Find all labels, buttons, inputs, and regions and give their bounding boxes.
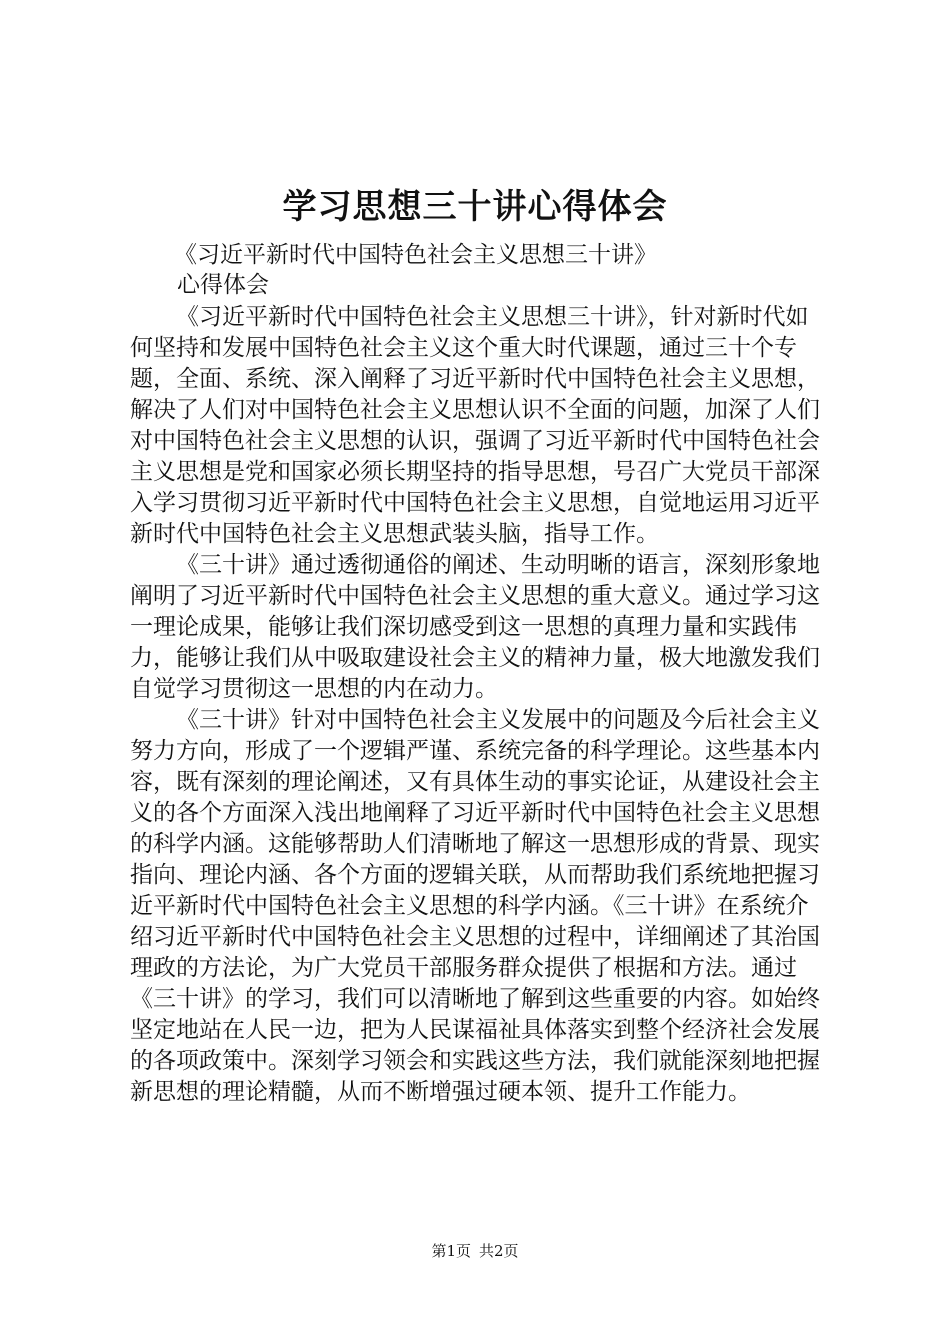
document-body xyxy=(130,302,830,1108)
page-footer xyxy=(0,1240,950,1262)
body-paragraph-2: 《三十讲》通过透彻通俗的阐述、生动明晰的语言，深刻形象地阐明了习近平新时代中国特色社会主义思想的重大意义。通过学习这一理论成果，能够让我们深切感受到这一思想的真理力量和实践伟力，能够让我们从中吸取建设社会主义的精神力量，极大地激发我们自觉学习贯彻这一思想的内在动力。 xyxy=(130,552,820,702)
page-number-total: 共2页 xyxy=(479,1242,519,1260)
page-number-current: 第1页 xyxy=(431,1242,471,1260)
document-subtitle-line1: 《习近平新时代中国特色社会主义思想三十讲》 xyxy=(174,242,657,268)
document-subtitle-line2: 心得体会 xyxy=(177,272,269,298)
body-paragraph-1: 《习近平新时代中国特色社会主义思想三十讲》，针对新时代如何坚持和发展中国特色社会主义这个重大时代课题，通过三十个专题，全面、系统、深入阐释了习近平新时代中国特色社会主义思想，解决了人们对中国特色社会主义思想认识不全面的问题，加深了人们对中国特色社会主义思想的认识，强调了习近平新时代中国特色社会主义思想是党和国家必须长期坚持的指导思想，号召广大党员干部深入学习贯彻习近平新时代中国特色社会主义思想，自觉地运用习近平新时代中国特色社会主义思想武装头脑，指导工作。 xyxy=(130,304,820,547)
document-title: 学习思想三十讲心得体会 xyxy=(282,187,668,227)
body-paragraph-3: 《三十讲》针对中国特色社会主义发展中的问题及今后社会主义努力方向，形成了一个逻辑严谨、系统完备的科学理论。这些基本内容，既有深刻的理论阐述，又有具体生动的事实论证，从建设社会主义的各个方面深入浅出地阐释了习近平新时代中国特色社会主义思想的科学内涵。这能够帮助人们清晰地了解这一思想形成的背景、现实指向、理论内涵、各个方面的逻辑关联，从而帮助我们系统地把握习近平新时代中国特色社会主义思想的科学内涵。《三十讲》在系统介绍习近平新时代中国特色社会主义思想的过程中，详细阐述了其治国理政的方法论，为广大党员干部服务群众提供了根据和方法。通过《三十讲》的学习，我们可以清晰地了解到这些重要的内容。如始终坚定地站在人民一边，把为人民谋福祉具体落实到整个经济社会发展的各项政策中。深刻学习领会和实践这些方法，我们就能深刻地把握新思想的理论精髓，从而不断增强过硬本领、提升工作能力。 xyxy=(130,707,820,1105)
